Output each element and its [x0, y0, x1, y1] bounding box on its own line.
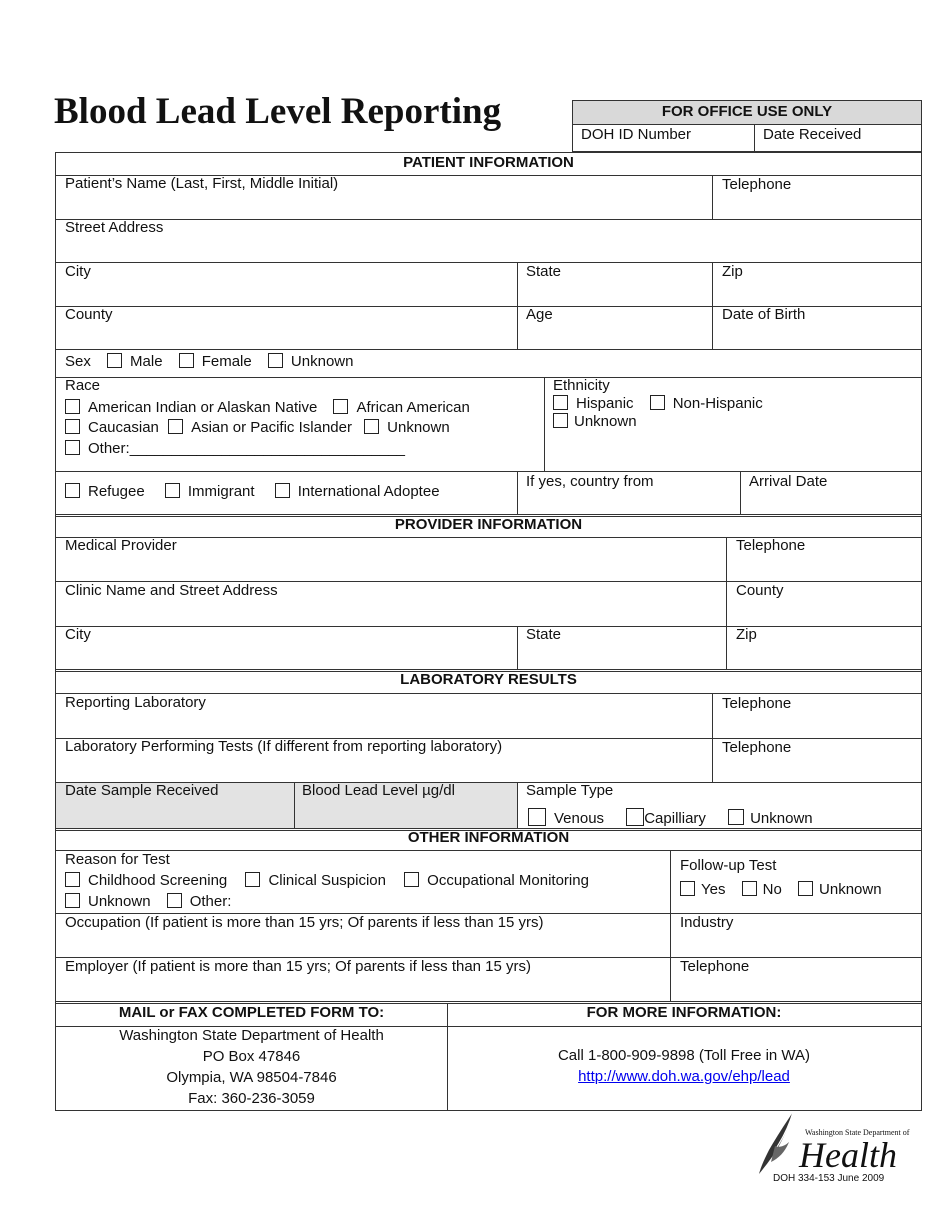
report-form: [55, 152, 922, 1111]
status-row: [65, 483, 440, 500]
info-link[interactable]: http://www.doh.wa.gov/ehp/lead: [578, 1068, 790, 1085]
race-line-2: [65, 419, 450, 436]
sample-unknown-checkbox[interactable]: [728, 809, 744, 825]
mail-line-3: Olympia, WA 98504-7846: [166, 1069, 337, 1086]
clinic-address-field[interactable]: Clinic Name and Street Address: [65, 582, 278, 599]
race-caucasian-checkbox[interactable]: [65, 419, 80, 434]
industry-field[interactable]: Industry: [680, 914, 734, 931]
reason-line-2: [65, 893, 231, 910]
race-line-1: [65, 399, 470, 416]
sex-female-label: Female: [201, 353, 252, 370]
followup-unknown-label: Unknown: [819, 881, 882, 898]
doh-id-field[interactable]: DOH ID Number: [573, 124, 755, 151]
mail-header: MAIL or FAX COMPLETED FORM TO:: [118, 1004, 385, 1021]
patient-section-header: PATIENT INFORMATION: [403, 154, 574, 171]
lab-telephone-2-field[interactable]: Telephone: [722, 739, 792, 756]
refugee-checkbox[interactable]: [65, 483, 80, 498]
medical-provider-field[interactable]: Medical Provider: [65, 537, 177, 554]
clinical-suspicion-checkbox[interactable]: [245, 872, 260, 887]
international-adoptee-label: International Adoptee: [297, 483, 440, 500]
mail-line-2: PO Box 47846: [202, 1048, 301, 1065]
lab-section-header: LABORATORY RESULTS: [400, 671, 577, 688]
followup-yes-label: Yes: [701, 881, 726, 898]
reason-unknown-label: Unknown: [88, 893, 151, 910]
followup-yes-checkbox[interactable]: [680, 881, 695, 896]
race-line-3: [65, 440, 405, 457]
ethnicity-unknown-label: Unknown: [574, 413, 637, 430]
refugee-label: Refugee: [88, 483, 145, 500]
race-asian-checkbox[interactable]: [168, 419, 183, 434]
provider-city-field[interactable]: City: [65, 626, 91, 643]
blood-lead-level-field[interactable]: Blood Lead Level µg/dl: [302, 782, 455, 799]
race-other-checkbox[interactable]: [65, 440, 80, 455]
immigrant-checkbox[interactable]: [165, 483, 180, 498]
followup-options: [680, 881, 882, 898]
provider-zip-field[interactable]: Zip: [736, 626, 757, 643]
followup-unknown-checkbox[interactable]: [798, 881, 813, 896]
reason-other-checkbox[interactable]: [167, 893, 182, 908]
sample-type-options: [528, 808, 813, 827]
reporting-lab-field[interactable]: Reporting Laboratory: [65, 694, 206, 711]
ethnicity-non-hispanic-label: Non-Hispanic: [672, 395, 763, 412]
patient-age-field[interactable]: Age: [526, 306, 553, 323]
race-unknown-checkbox[interactable]: [364, 419, 379, 434]
reason-label: Reason for Test: [65, 851, 170, 868]
race-other-label: Other:: [88, 440, 130, 457]
logo-small-text: Washington State Department of: [805, 1128, 910, 1137]
office-use-header: FOR OFFICE USE ONLY: [573, 101, 921, 125]
occupational-monitoring-label: Occupational Monitoring: [427, 872, 589, 889]
sample-unknown-label: Unknown: [750, 810, 813, 827]
ethnicity-hispanic-checkbox[interactable]: [553, 395, 568, 410]
page-title: Blood Lead Level Reporting: [54, 91, 502, 132]
date-of-birth-field[interactable]: Date of Birth: [722, 306, 806, 323]
immigrant-label: Immigrant: [187, 483, 255, 500]
occupation-field[interactable]: Occupation (If patient is more than 15 yrs; Of parents if less than 15 yrs): [65, 914, 544, 931]
patient-county-field[interactable]: County: [65, 306, 113, 323]
employer-telephone-field[interactable]: Telephone: [680, 958, 750, 975]
office-use-box: [572, 100, 922, 152]
capillary-checkbox[interactable]: [626, 808, 644, 826]
date-received-field[interactable]: Date Received: [763, 126, 862, 143]
performing-lab-field[interactable]: Laboratory Performing Tests (If different from reporting laboratory): [65, 738, 503, 755]
sex-unknown-checkbox[interactable]: [268, 353, 283, 368]
race-unknown-label: Unknown: [387, 419, 450, 436]
race-american-indian-checkbox[interactable]: [65, 399, 80, 414]
info-header: FOR MORE INFORMATION:: [586, 1004, 782, 1021]
reason-unknown-checkbox[interactable]: [65, 893, 80, 908]
capillary-label: Capilliary: [644, 810, 706, 827]
race-african-american-label: African American: [356, 399, 470, 416]
race-american-indian-label: American Indian or Alaskan Native: [88, 399, 318, 416]
followup-no-checkbox[interactable]: [742, 881, 757, 896]
ethnicity-hispanic-label: Hispanic: [576, 395, 634, 412]
venous-checkbox[interactable]: [528, 808, 546, 826]
childhood-screening-checkbox[interactable]: [65, 872, 80, 887]
ethnicity-non-hispanic-checkbox[interactable]: [650, 395, 665, 410]
race-other-input[interactable]: _________________________________: [129, 440, 405, 457]
arrival-date-field[interactable]: Arrival Date: [749, 473, 828, 490]
mail-line-1: Washington State Department of Health: [119, 1027, 384, 1044]
provider-county-field[interactable]: County: [736, 582, 784, 599]
patient-zip-field[interactable]: Zip: [722, 263, 743, 280]
other-section-header: OTHER INFORMATION: [407, 829, 570, 846]
sex-male-label: Male: [130, 353, 163, 370]
sex-unknown-label: Unknown: [290, 353, 354, 370]
date-sample-received-field[interactable]: Date Sample Received: [65, 782, 219, 799]
sample-type-label: Sample Type: [526, 782, 614, 799]
race-label: Race: [65, 377, 101, 394]
patient-city-field[interactable]: City: [65, 263, 91, 280]
sex-male-checkbox[interactable]: [107, 353, 122, 368]
clinical-suspicion-label: Clinical Suspicion: [268, 872, 386, 889]
followup-label: Follow-up Test: [680, 857, 777, 874]
patient-telephone-field[interactable]: Telephone: [722, 176, 792, 193]
street-address-field[interactable]: Street Address: [65, 219, 164, 236]
international-adoptee-checkbox[interactable]: [275, 483, 290, 498]
country-from-field[interactable]: If yes, country from: [526, 473, 654, 490]
ethnicity-line-1: [553, 395, 763, 412]
provider-state-field[interactable]: State: [526, 626, 562, 643]
lab-telephone-field[interactable]: Telephone: [722, 695, 792, 712]
logo-health-text: Health: [799, 1135, 897, 1175]
race-african-american-checkbox[interactable]: [333, 399, 348, 414]
race-caucasian-label: Caucasian: [88, 419, 159, 436]
race-asian-label: Asian or Pacific Islander: [191, 419, 352, 436]
patient-state-field[interactable]: State: [526, 263, 562, 280]
occupational-monitoring-checkbox[interactable]: [404, 872, 419, 887]
sex-row: [65, 353, 353, 370]
childhood-screening-label: Childhood Screening: [88, 872, 228, 889]
sex-label: Sex: [65, 353, 91, 370]
provider-section-header: PROVIDER INFORMATION: [394, 516, 583, 533]
mail-line-4: Fax: 360-236-3059: [188, 1090, 315, 1107]
ethnicity-unknown-checkbox[interactable]: [553, 413, 568, 428]
reason-other-label: Other:: [189, 893, 232, 910]
feather-icon: [755, 1110, 799, 1176]
ethnicity-line-2: [553, 413, 637, 430]
form-code: DOH 334-153 June 2009: [773, 1173, 885, 1184]
employer-field[interactable]: Employer (If patient is more than 15 yrs; Of parents if less than 15 yrs): [65, 958, 532, 975]
patient-name-field[interactable]: Patient’s Name (Last, First, Middle Initial): [65, 175, 339, 192]
ethnicity-label: Ethnicity: [553, 377, 610, 394]
call-info: Call 1-800-909-9898 (Toll Free in WA): [557, 1047, 811, 1064]
followup-no-label: No: [762, 881, 782, 898]
venous-label: Venous: [554, 810, 605, 827]
reason-line-1: [65, 872, 589, 889]
provider-telephone-field[interactable]: Telephone: [736, 537, 806, 554]
sex-female-checkbox[interactable]: [179, 353, 194, 368]
